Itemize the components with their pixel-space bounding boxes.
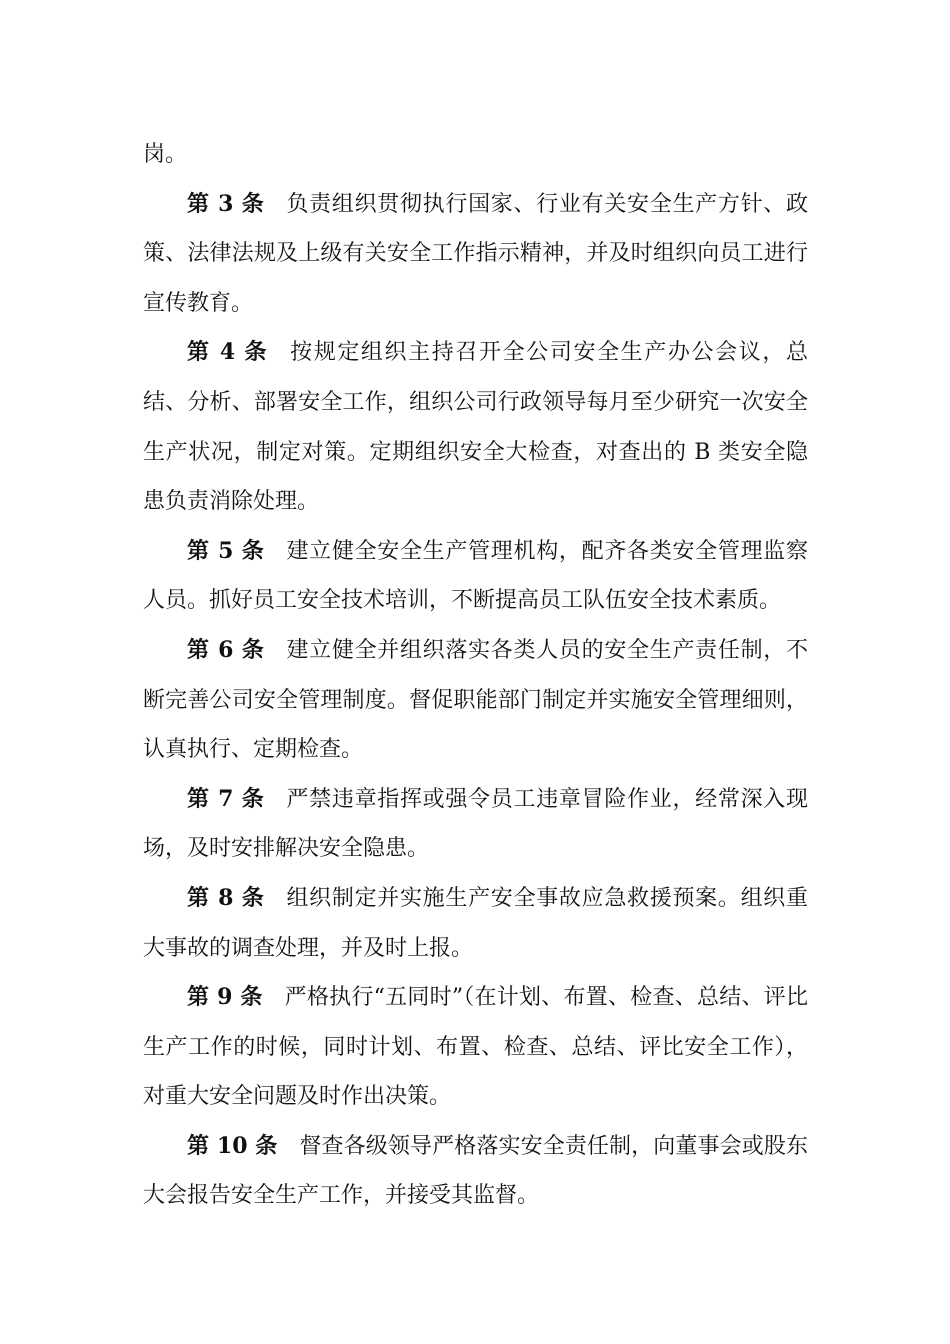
article-9 bbox=[143, 973, 808, 1122]
article-label: 第 8 条 bbox=[187, 884, 265, 911]
paragraph-continuation bbox=[143, 130, 808, 180]
article-10 bbox=[143, 1122, 808, 1221]
article-5 bbox=[143, 527, 808, 626]
article-text: 严格执行“五同时”（在计划、布置、检查、总结、评比生产工作的时候，同时计划、布置、检查、总结、评比安全工作），对重大安全问题及时作出决策。 bbox=[143, 985, 808, 1110]
article-label: 第 4 条 bbox=[187, 339, 269, 366]
article-text: 严禁违章指挥或强令员工违章冒险作业，经常深入现场，及时安排解决安全隐患。 bbox=[143, 786, 808, 862]
article-label: 第 9 条 bbox=[187, 984, 263, 1011]
paragraph-text: 岗。 bbox=[143, 142, 188, 167]
article-7 bbox=[143, 775, 808, 874]
article-4 bbox=[143, 328, 808, 526]
article-text: 负责组织贯彻执行国家、行业有关安全生产方针、政策、法律法规及上级有关安全工作指示精神，并及时组织向员工进行宣传教育。 bbox=[143, 191, 808, 316]
article-text: 组织制定并实施生产安全事故应急救援预案。组织重大事故的调查处理，并及时上报。 bbox=[143, 885, 808, 961]
article-text: 督查各级领导严格落实安全责任制，向董事会或股东大会报告安全生产工作，并接受其监督。 bbox=[143, 1133, 808, 1209]
article-label: 第 10 条 bbox=[187, 1132, 278, 1159]
article-6 bbox=[143, 626, 808, 775]
article-3 bbox=[143, 180, 808, 329]
article-text: 建立健全安全生产管理机构，配齐各类安全管理监察人员。抓好员工安全技术培训，不断提高员工队伍安全技术素质。 bbox=[143, 538, 808, 614]
document-body bbox=[143, 130, 808, 1221]
article-label: 第 7 条 bbox=[187, 785, 265, 812]
article-8 bbox=[143, 874, 808, 973]
article-label: 第 6 条 bbox=[187, 636, 265, 663]
article-text: 建立健全并组织落实各类人员的安全生产责任制，不断完善公司安全管理制度。督促职能部门制定并实施安全管理细则，认真执行、定期检查。 bbox=[143, 637, 808, 763]
article-label: 第 3 条 bbox=[187, 190, 265, 217]
article-label: 第 5 条 bbox=[187, 537, 265, 564]
article-text: 按规定组织主持召开全公司安全生产办公会议，总结、分析、部署安全工作，组织公司行政领导每月至少研究一次安全生产状况，制定对策。定期组织安全大检查，对查出的 B 类安全隐患负责消除处理。 bbox=[143, 340, 808, 515]
